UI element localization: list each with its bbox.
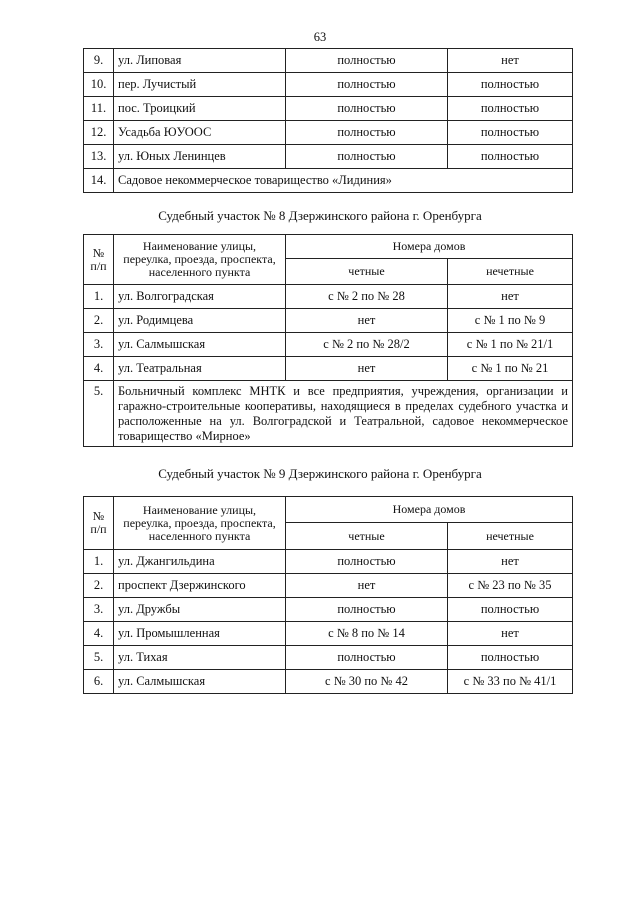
street-name: ул. Салмышская xyxy=(114,333,286,357)
row-number: 2. xyxy=(84,309,114,333)
row-number: 9. xyxy=(84,49,114,73)
odd-houses: с № 23 по № 35 xyxy=(448,574,573,598)
table-row xyxy=(84,49,573,73)
street-name: Усадьба ЮУООС xyxy=(114,121,286,145)
district-9-table xyxy=(83,496,573,694)
table-row xyxy=(84,97,573,121)
odd-houses: с № 33 по № 41/1 xyxy=(448,670,573,694)
street-name: ул. Волгоградская xyxy=(114,285,286,309)
even-houses: полностью xyxy=(286,121,448,145)
row-number: 14. xyxy=(84,169,114,193)
even-houses: с № 30 по № 42 xyxy=(286,670,448,694)
district-8-table xyxy=(83,234,573,447)
page-number: 63 xyxy=(313,30,327,44)
row-number: 5. xyxy=(84,381,114,447)
row-number: 3. xyxy=(84,333,114,357)
street-name: проспект Дзержинского xyxy=(114,574,286,598)
table-header xyxy=(84,497,573,550)
table-row xyxy=(84,121,573,145)
header-row xyxy=(84,235,573,259)
even-houses: полностью xyxy=(286,550,448,574)
table-row xyxy=(84,598,573,622)
even-houses: с № 2 по № 28 xyxy=(286,285,448,309)
column-header-number: № п/п xyxy=(84,497,114,550)
column-header-houses: Номера домов xyxy=(286,235,573,259)
street-name: ул. Джангильдина xyxy=(114,550,286,574)
odd-houses: полностью xyxy=(448,73,573,97)
table-row xyxy=(84,145,573,169)
row-number: 1. xyxy=(84,550,114,574)
odd-houses: с № 1 по № 21 xyxy=(448,357,573,381)
odd-houses: нет xyxy=(448,49,573,73)
header-row xyxy=(84,497,573,523)
street-name: ул. Липовая xyxy=(114,49,286,73)
street-name: пер. Лучистый xyxy=(114,73,286,97)
row-number: 11. xyxy=(84,97,114,121)
column-header-number: № п/п xyxy=(84,235,114,285)
even-houses: полностью xyxy=(286,73,448,97)
odd-houses: полностью xyxy=(448,145,573,169)
odd-houses: полностью xyxy=(448,121,573,145)
table-header xyxy=(84,235,573,285)
row-number: 3. xyxy=(84,598,114,622)
even-houses: полностью xyxy=(286,49,448,73)
column-header-street: Наименование улицы, переулка, проезда, проспекта, населенного пункта xyxy=(114,235,286,285)
even-houses: полностью xyxy=(286,598,448,622)
table-row xyxy=(84,333,573,357)
column-header-street: Наименование улицы, переулка, проезда, проспекта, населенного пункта xyxy=(114,497,286,550)
table-row xyxy=(84,622,573,646)
column-header-odd: нечетные xyxy=(448,259,573,285)
table-body xyxy=(84,49,573,193)
table-row xyxy=(84,550,573,574)
street-name: ул. Театральная xyxy=(114,357,286,381)
table-row xyxy=(84,670,573,694)
even-houses: полностью xyxy=(286,97,448,121)
table-row xyxy=(84,309,573,333)
odd-houses: с № 1 по № 21/1 xyxy=(448,333,573,357)
odd-houses: с № 1 по № 9 xyxy=(448,309,573,333)
merged-description: Садовое некоммерческое товарищество «Лидиния» xyxy=(114,169,573,193)
row-number: 4. xyxy=(84,357,114,381)
table-row xyxy=(84,646,573,670)
section-title: Судебный участок № 8 Дзержинского района г. Оренбурга xyxy=(158,208,482,223)
even-houses: нет xyxy=(286,574,448,598)
row-number: 6. xyxy=(84,670,114,694)
row-number: 1. xyxy=(84,285,114,309)
table-body xyxy=(84,285,573,447)
district-table-continued xyxy=(83,48,573,193)
odd-houses: полностью xyxy=(448,97,573,121)
street-name: ул. Родимцева xyxy=(114,309,286,333)
odd-houses: нет xyxy=(448,550,573,574)
street-name: ул. Тихая xyxy=(114,646,286,670)
even-houses: нет xyxy=(286,357,448,381)
street-name: пос. Троицкий xyxy=(114,97,286,121)
table-row xyxy=(84,73,573,97)
even-houses: с № 8 по № 14 xyxy=(286,622,448,646)
street-name: ул. Промышленная xyxy=(114,622,286,646)
even-houses: нет xyxy=(286,309,448,333)
column-header-even: четные xyxy=(286,259,448,285)
even-houses: полностью xyxy=(286,145,448,169)
odd-houses: нет xyxy=(448,285,573,309)
row-number: 10. xyxy=(84,73,114,97)
row-number: 2. xyxy=(84,574,114,598)
street-name: ул. Дружбы xyxy=(114,598,286,622)
street-name: ул. Салмышская xyxy=(114,670,286,694)
odd-houses: полностью xyxy=(448,646,573,670)
odd-houses: нет xyxy=(448,622,573,646)
row-number: 12. xyxy=(84,121,114,145)
section-title: Судебный участок № 9 Дзержинского района г. Оренбурга xyxy=(158,466,482,481)
even-houses: с № 2 по № 28/2 xyxy=(286,333,448,357)
row-number: 13. xyxy=(84,145,114,169)
street-name: ул. Юных Ленинцев xyxy=(114,145,286,169)
table-row xyxy=(84,381,573,447)
even-houses: полностью xyxy=(286,646,448,670)
row-number: 4. xyxy=(84,622,114,646)
column-header-even: четные xyxy=(286,523,448,550)
column-header-houses: Номера домов xyxy=(286,497,573,523)
table-row xyxy=(84,357,573,381)
table-body xyxy=(84,550,573,694)
column-header-odd: нечетные xyxy=(448,523,573,550)
merged-description: Больничный комплекс МНТК и все предприятия, учреждения, организации и гаражно-строительные кооперативы, находящиеся в пределах судебного участка и расположенные на ул. Волгоградской и Театральной, садовое некоммерческое товарищество «Мирное» xyxy=(114,381,573,447)
table-row xyxy=(84,169,573,193)
table-row xyxy=(84,574,573,598)
odd-houses: полностью xyxy=(448,598,573,622)
table-row xyxy=(84,285,573,309)
row-number: 5. xyxy=(84,646,114,670)
